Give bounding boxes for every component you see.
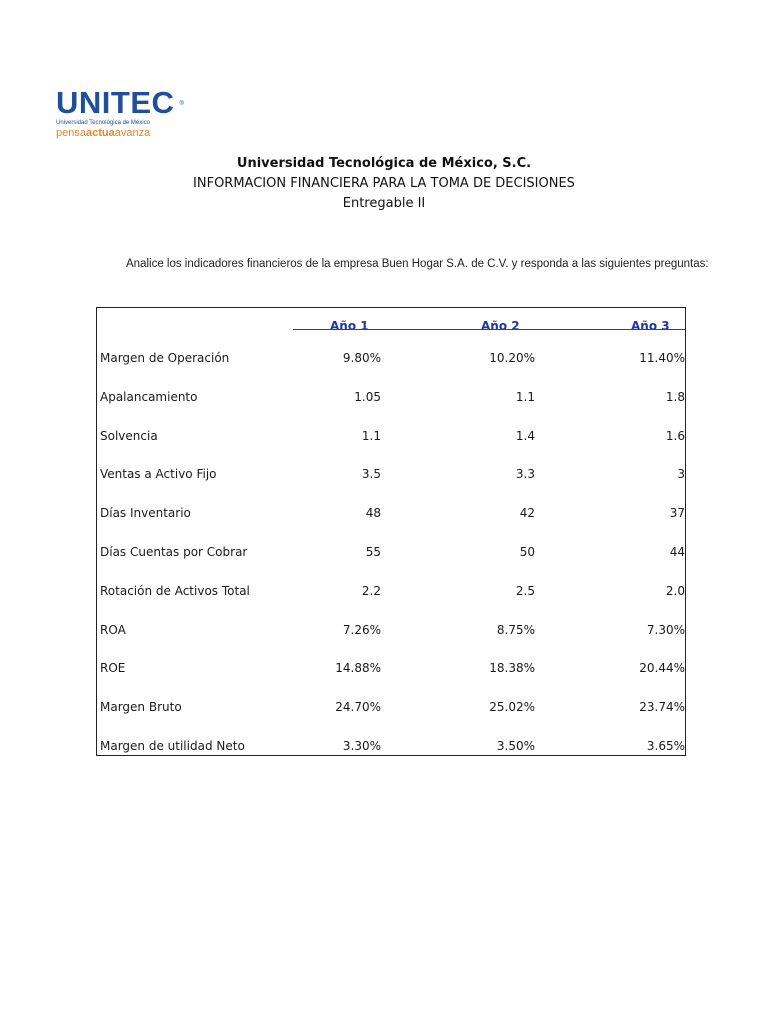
cell-year-1: 1.1 xyxy=(361,428,381,443)
cell-year-3: 1.8 xyxy=(665,389,685,404)
cell-year-1: 24.70% xyxy=(335,700,381,715)
table-row xyxy=(97,739,687,759)
table-row xyxy=(97,429,687,449)
table-row xyxy=(97,700,687,720)
unitec-logo xyxy=(56,85,185,139)
cell-year-3: 1.6 xyxy=(665,428,685,443)
cell-year-2: 18.38% xyxy=(489,661,535,676)
cell-year-2: 3.3 xyxy=(515,467,535,482)
document-header xyxy=(0,154,768,214)
row-label: ROE xyxy=(100,661,126,676)
cell-year-1: 3.5 xyxy=(361,467,381,482)
row-label: Días Inventario xyxy=(100,506,191,521)
header-underline xyxy=(293,329,685,330)
cell-year-1: 9.80% xyxy=(342,351,381,365)
logo-tagline: pensaactuaavanza xyxy=(56,127,151,139)
cell-year-3: 44 xyxy=(669,545,685,559)
cell-year-3: 3.65% xyxy=(646,739,685,753)
cell-year-3: 3 xyxy=(677,467,685,482)
column-header-year-3: Año 3 xyxy=(631,319,670,333)
row-label: ROA xyxy=(100,622,126,637)
cell-year-3: 20.44% xyxy=(639,661,685,676)
column-header-year-2: Año 2 xyxy=(481,319,520,333)
cell-year-2: 3.50% xyxy=(496,739,535,753)
table-row xyxy=(97,467,687,487)
table-row xyxy=(97,584,687,604)
cell-year-3: 23.74% xyxy=(639,700,685,715)
cell-year-1: 14.88% xyxy=(335,661,381,676)
document-title: INFORMACION FINANCIERA PARA LA TOMA DE DECISIONES xyxy=(193,176,575,191)
indicators-table xyxy=(96,307,686,756)
table-row xyxy=(97,506,687,526)
row-label: Días Cuentas por Cobrar xyxy=(100,545,248,559)
cell-year-2: 42 xyxy=(519,506,535,521)
cell-year-2: 50 xyxy=(519,545,535,559)
column-header-year-1: Año 1 xyxy=(330,319,369,333)
table-row xyxy=(97,661,687,681)
cell-year-3: 7.30% xyxy=(646,622,685,637)
cell-year-3: 11.40% xyxy=(639,351,685,365)
cell-year-1: 1.05 xyxy=(354,389,381,404)
logo-wordmark xyxy=(56,85,185,120)
row-label: Ventas a Activo Fijo xyxy=(100,467,217,482)
table-row xyxy=(97,390,687,410)
cell-year-2: 1.1 xyxy=(515,389,535,404)
table-row xyxy=(97,351,687,371)
cell-year-3: 37 xyxy=(669,506,685,521)
row-label: Apalancamiento xyxy=(100,389,198,404)
cell-year-2: 10.20% xyxy=(489,351,535,365)
cell-year-1: 2.2 xyxy=(361,583,381,598)
cell-year-1: 7.26% xyxy=(342,622,381,637)
row-label: Margen de utilidad Neto xyxy=(100,739,245,753)
cell-year-2: 2.5 xyxy=(515,583,535,598)
cell-year-1: 48 xyxy=(365,506,381,521)
logo-subtitle: Universidad Tecnológica de México xyxy=(56,120,150,126)
document-subtitle: Entregable II xyxy=(342,196,426,211)
cell-year-2: 1.4 xyxy=(515,428,535,443)
cell-year-3: 2.0 xyxy=(665,583,685,598)
logo-main-text: UNITEC xyxy=(56,85,175,120)
row-label: Margen de Operación xyxy=(100,351,230,365)
university-name: Universidad Tecnológica de México, S.C. xyxy=(236,156,532,171)
table-row xyxy=(97,545,687,565)
row-label: Rotación de Activos Total xyxy=(100,583,250,598)
cell-year-1: 55 xyxy=(365,545,381,559)
row-label: Solvencia xyxy=(100,428,158,443)
cell-year-2: 8.75% xyxy=(496,622,535,637)
instructions-text: Analice los indicadores financieros de la empresa Buen Hogar S.A. de C.V. y responda a las siguientes preguntas: xyxy=(126,258,709,270)
cell-year-1: 3.30% xyxy=(342,739,381,753)
table-row xyxy=(97,623,687,643)
logo-trademark: ® xyxy=(179,101,185,107)
row-label: Margen Bruto xyxy=(100,700,182,715)
cell-year-2: 25.02% xyxy=(489,700,535,715)
